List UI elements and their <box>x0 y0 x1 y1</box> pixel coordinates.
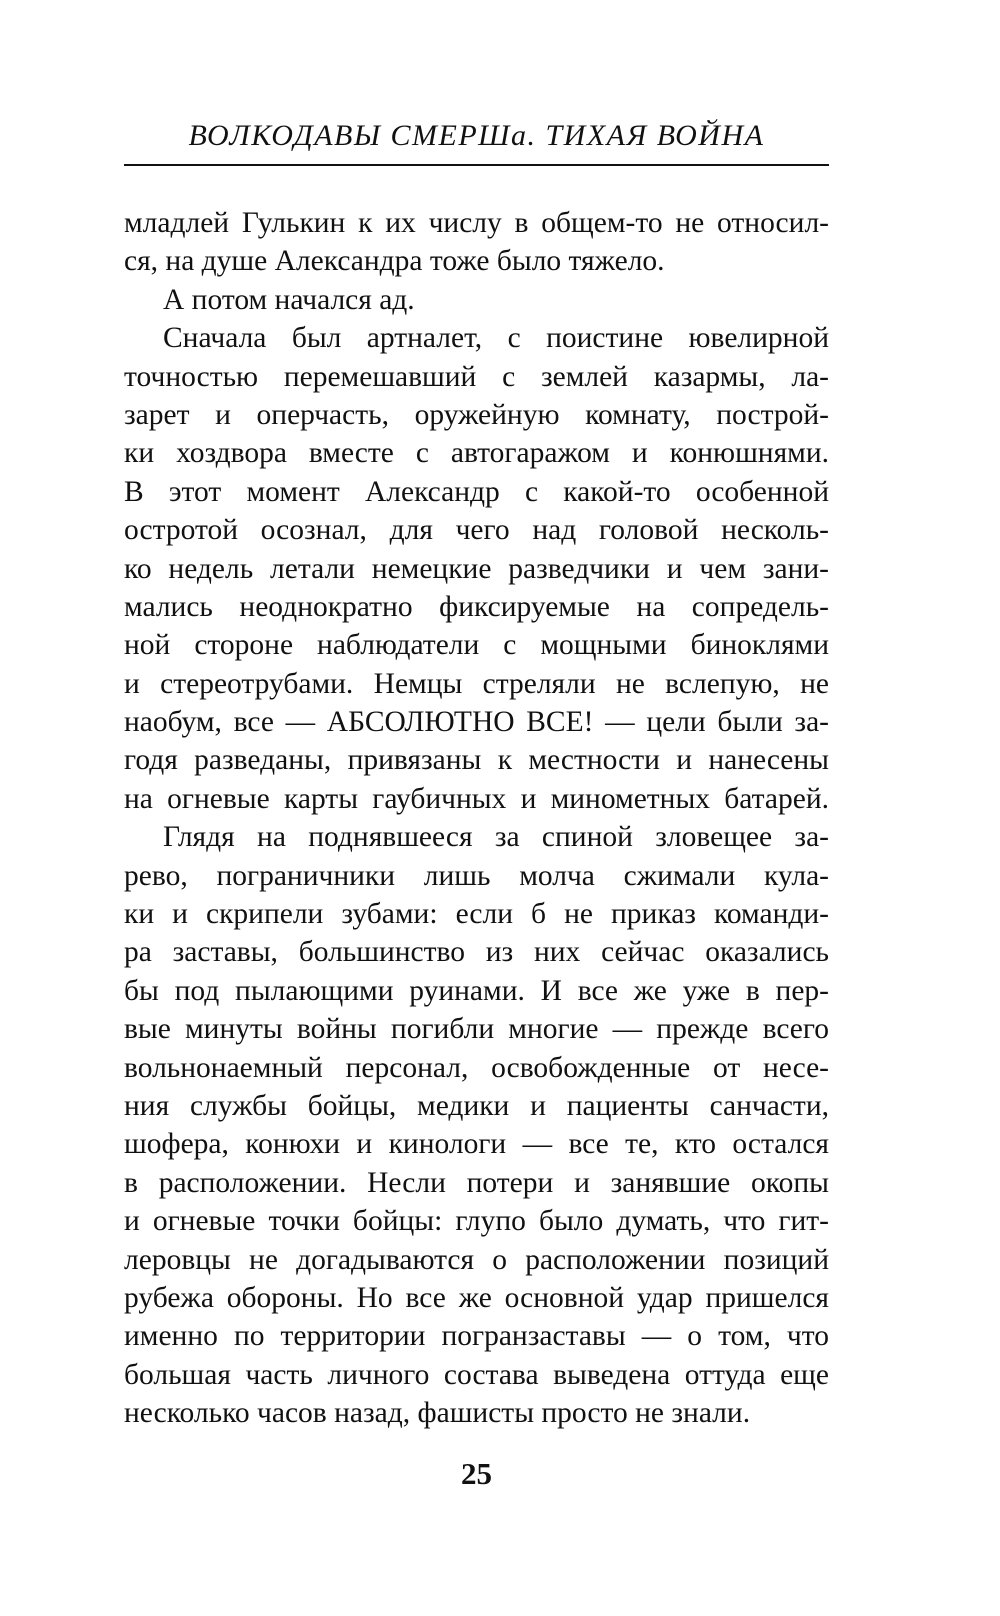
text-line: ки хоздвора вместе с автогаражом и конюшнями. <box>124 437 829 470</box>
text-line: А потом начался ад. <box>163 283 415 316</box>
text-line: бы под пылающими руинами. И все же уже в пер- <box>124 974 829 1007</box>
text-line: годя разведаны, привязаны к местности и нанесены <box>124 744 829 777</box>
text-line: леровцы не догадываются о расположении позиций <box>124 1243 829 1276</box>
text-line: остротой осознал, для чего над головой несколь- <box>124 514 829 547</box>
text-line: Глядя на поднявшееся за спиной зловещее за- <box>163 821 829 854</box>
text-line: вольнонаемный персонал, освобожденные от несе- <box>124 1051 829 1084</box>
text-line: большая часть личного состава выведена оттуда еще <box>124 1358 829 1391</box>
text-line: именно по территории погранзаставы — о том, что <box>124 1320 829 1353</box>
text-line: ся, на душе Александра тоже было тяжело. <box>124 245 665 278</box>
text-line: шофера, конюхи и кинологи — все те, кто остался <box>124 1128 829 1161</box>
text-line: В этот момент Александр с какой-то особенной <box>124 475 829 508</box>
header-rule <box>124 164 829 166</box>
text-line: и стереотрубами. Немцы стреляли не вслепую, не <box>124 667 829 700</box>
text-line: ной стороне наблюдатели с мощными биноклями <box>124 629 829 662</box>
text-line: ки и скрипели зубами: если б не приказ команди- <box>124 898 829 931</box>
body-text <box>124 204 829 1433</box>
text-line: зарет и оперчасть, оружейную комнату, построй- <box>124 398 829 431</box>
text-line: несколько часов назад, фашисты просто не знали. <box>124 1397 751 1430</box>
text-line: ра заставы, большинство из них сейчас оказались <box>124 936 829 969</box>
text-line: рубежа обороны. Но все же основной удар пришелся <box>124 1281 829 1314</box>
text-line: рево, пограничники лишь молча сжимали кула- <box>124 859 829 892</box>
text-line: наобум, все — АБСОЛЮТНО ВСЕ! — цели были за- <box>124 706 829 739</box>
text-line: на огневые карты гаубичных и минометных батарей. <box>124 782 829 815</box>
text-line: в расположении. Несли потери и занявшие окопы <box>124 1166 829 1199</box>
text-line: и огневые точки бойцы: глупо было думать, что гит- <box>124 1205 829 1238</box>
text-line: ния службы бойцы, медики и пациенты санчасти, <box>124 1089 829 1122</box>
text-line: мались неоднократно фиксируемые на сопредель- <box>124 590 829 623</box>
text-line: ко недель летали немецкие разведчики и чем зани- <box>124 552 829 585</box>
running-head: ВОЛКОДАВЫ СМЕРШа. ТИХАЯ ВОЙНА <box>188 119 765 152</box>
text-line: Сначала был артналет, с поистине ювелирной <box>163 322 829 355</box>
page-number: 25 <box>461 1456 492 1491</box>
text-line: младлей Гулькин к их числу в общем-то не относил- <box>124 207 829 239</box>
text-line: вые минуты войны погибли многие — прежде всего <box>124 1013 829 1046</box>
text-line: точностью перемешавший с землей казармы, ла- <box>124 360 829 393</box>
